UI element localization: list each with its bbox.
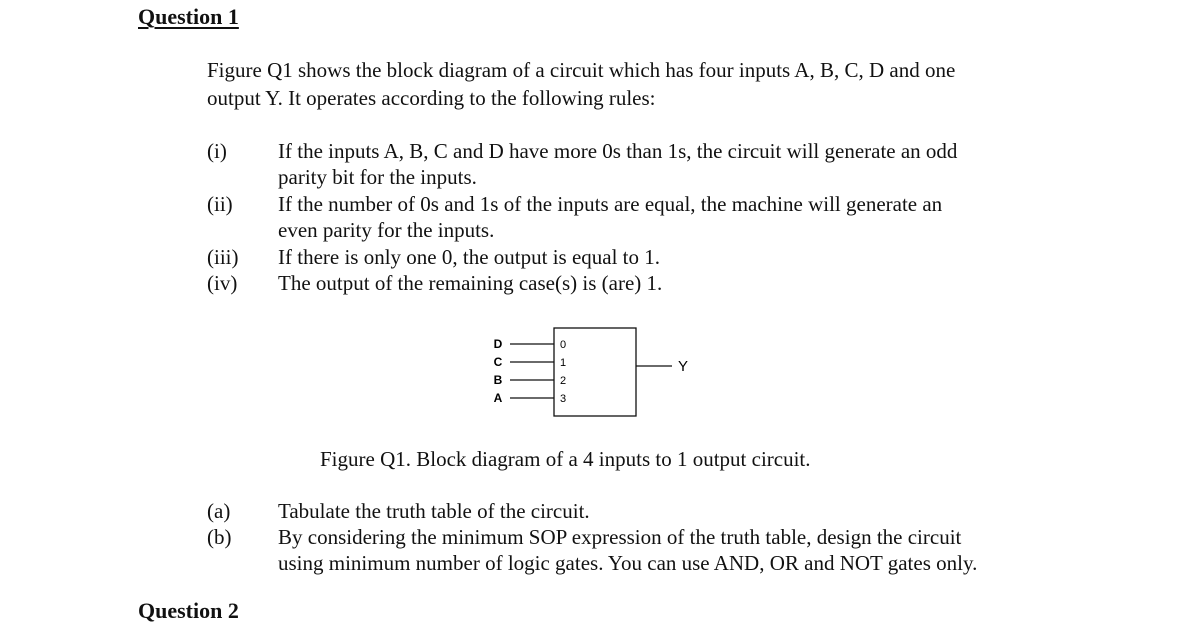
pin-label-1: 1 [559, 357, 567, 369]
pin-label-2: 2 [559, 375, 567, 387]
rule-number: (i) [207, 139, 227, 163]
intro-paragraph [207, 56, 1057, 112]
rule-line: If the inputs A, B, C and D have more 0s than 1s, the circuit will generate an odd [278, 139, 958, 163]
output-label-y: Y [678, 358, 689, 375]
circuit-block [554, 328, 636, 416]
task-text [278, 524, 1043, 576]
rule-text [278, 138, 1043, 190]
next-question-heading: Question 2 [138, 598, 239, 623]
input-label-d: D [493, 337, 503, 351]
rule-line: If there is only one 0, the output is equal to 1. [278, 245, 661, 269]
task-line: By considering the minimum SOP expression of the truth table, design the circuit [278, 525, 962, 549]
intro-line-1: Figure Q1 shows the block diagram of a circuit which has four inputs A, B, C, D and one [207, 58, 956, 82]
input-label-a: A [493, 391, 503, 405]
input-label-c: C [493, 355, 503, 369]
rule-line: even parity for the inputs. [278, 218, 495, 242]
rule-number: (iv) [207, 271, 238, 295]
task-line: using minimum number of logic gates. You can use AND, OR and NOT gates only. [278, 551, 978, 575]
task-text [278, 498, 1043, 524]
input-label-b: B [493, 373, 503, 387]
task-number: (a) [207, 499, 231, 523]
rule-line: If the number of 0s and 1s of the inputs are equal, the machine will generate an [278, 192, 943, 216]
rule-number: (ii) [207, 192, 233, 216]
task-number: (b) [207, 525, 232, 549]
rule-line: parity bit for the inputs. [278, 165, 477, 189]
task-line: Tabulate the truth table of the circuit. [278, 499, 590, 523]
intro-line-2: output Y. It operates according to the following rules: [207, 86, 656, 110]
question-heading: Question 1 [138, 4, 239, 29]
rule-text [278, 191, 1043, 243]
rule-line: The output of the remaining case(s) is (are) 1. [278, 271, 663, 295]
rule-number: (iii) [207, 245, 239, 269]
rule-text [278, 244, 1043, 270]
pin-label-3: 3 [559, 393, 567, 405]
block-diagram [480, 320, 700, 420]
pin-label-0: 0 [559, 339, 567, 351]
figure-caption: Figure Q1. Block diagram of a 4 inputs to 1 output circuit. [320, 447, 811, 471]
rule-text [278, 270, 1043, 296]
